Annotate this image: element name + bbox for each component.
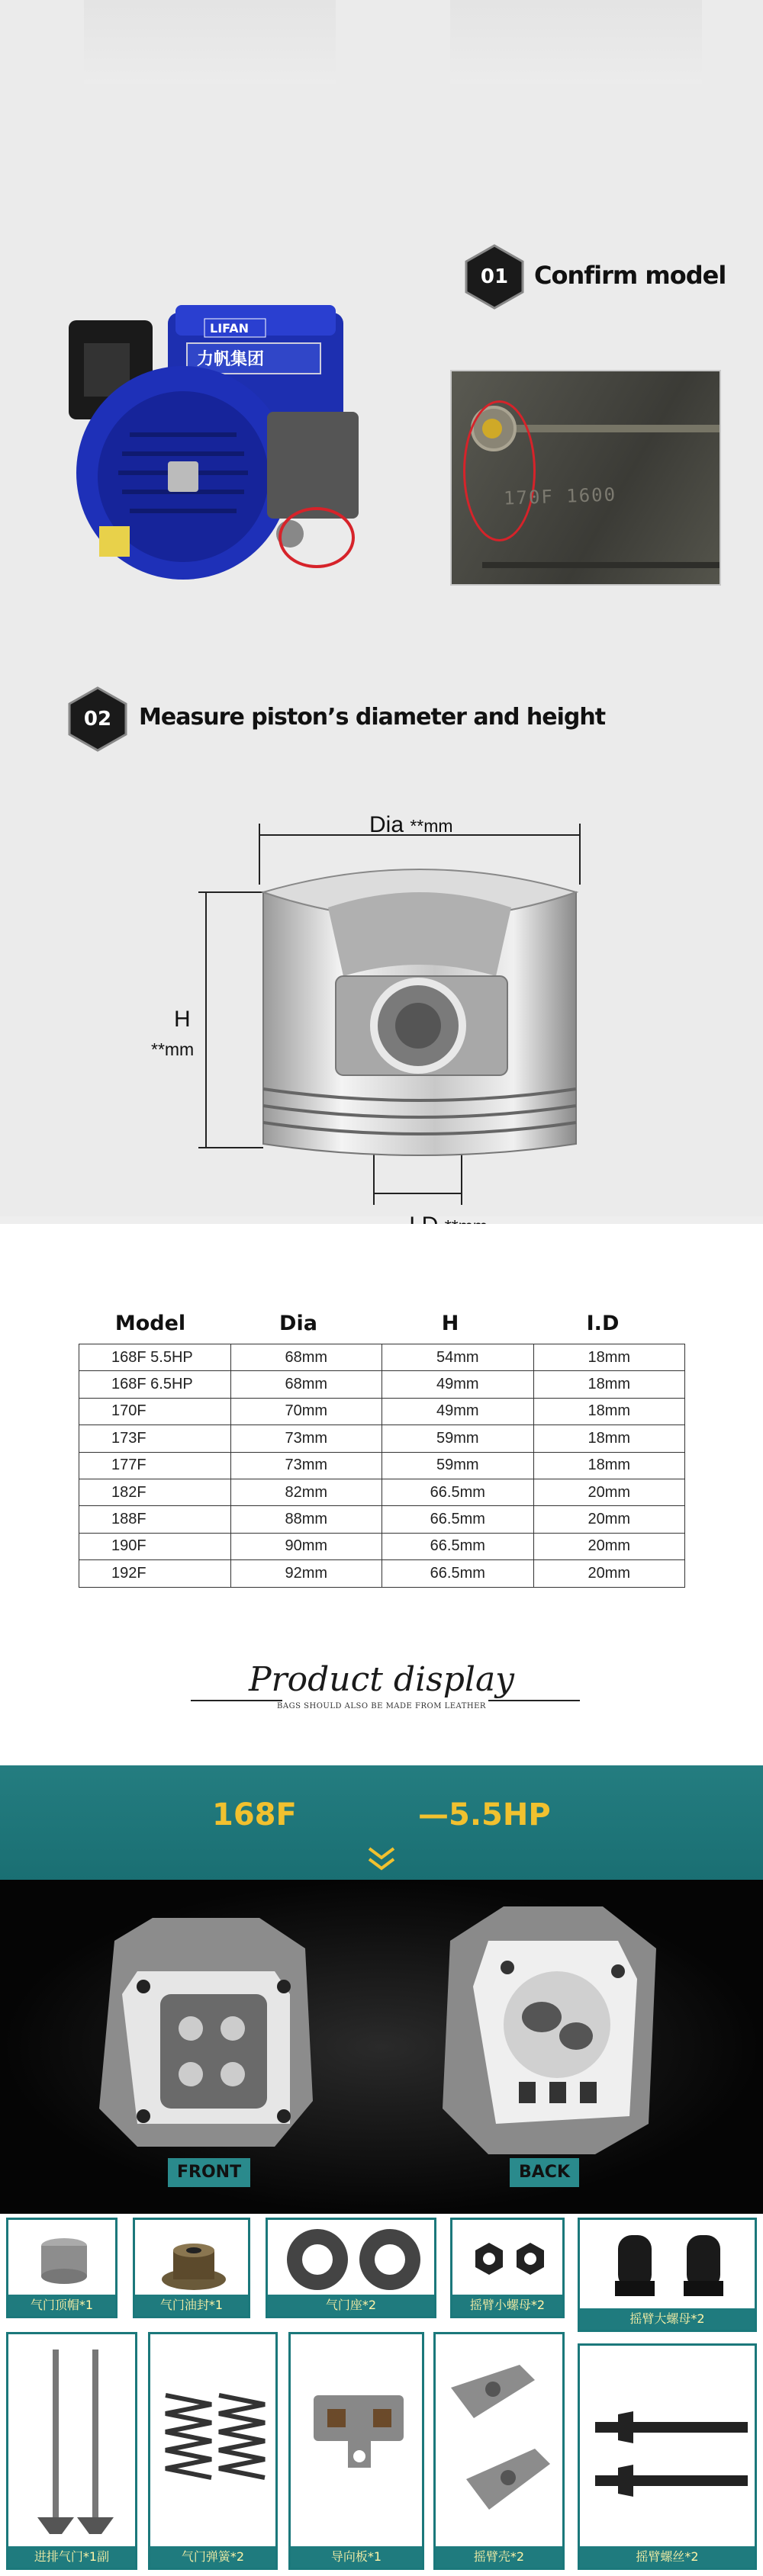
table-row <box>79 1371 685 1398</box>
table-row <box>79 1452 685 1479</box>
table-cell: 59mm <box>382 1452 534 1479</box>
table-cell: 73mm <box>230 1425 382 1452</box>
table-cell: 66.5mm <box>382 1479 534 1505</box>
instructions-section <box>0 0 763 1216</box>
engine-brand-en: LIFAN <box>210 321 250 336</box>
part-valve-seat-image <box>268 2220 436 2299</box>
table-cell: 54mm <box>382 1344 534 1371</box>
table-row <box>79 1506 685 1533</box>
cylinder-head-views <box>0 1880 763 2214</box>
part-rocker-screw-image <box>580 2346 757 2551</box>
table-cell: 70mm <box>230 1398 382 1425</box>
decor-bracket-left <box>84 0 336 84</box>
part-valve-seal-image <box>135 2220 250 2299</box>
model-name: 168F <box>212 1797 297 1832</box>
piston-diagram <box>0 793 763 1220</box>
spec-table <box>79 1344 685 1588</box>
table-cell: 18mm <box>533 1425 684 1452</box>
table-cell: 18mm <box>533 1344 684 1371</box>
table-cell: 88mm <box>230 1506 382 1533</box>
part-card-valve-cap <box>6 2218 118 2318</box>
back-tag: BACK <box>510 2158 579 2187</box>
divider-left <box>191 1700 282 1701</box>
table-row <box>79 1479 685 1505</box>
table-cell: 82mm <box>230 1479 382 1505</box>
decor-bracket-right <box>450 0 702 84</box>
part-card-rocker-arm <box>433 2332 565 2570</box>
model-power: —5.5HP <box>418 1797 551 1832</box>
parts-grid <box>0 2214 763 2576</box>
h-unit: **mm <box>151 1039 195 1059</box>
part-card-valve-seat <box>266 2218 436 2318</box>
part-valves-image <box>8 2334 137 2551</box>
table-cell: 20mm <box>533 1506 684 1533</box>
part-label: 摇臂小螺母*2 <box>452 2295 562 2316</box>
part-card-rocker-screw <box>578 2343 757 2570</box>
table-cell: 18mm <box>533 1452 684 1479</box>
table-row <box>79 1344 685 1371</box>
table-cell: 182F <box>79 1479 231 1505</box>
part-card-valves <box>6 2332 137 2570</box>
col-header-id: I.D <box>586 1312 620 1335</box>
product-display-title: Product display <box>248 1660 515 1699</box>
part-valve-cap-image <box>8 2220 118 2299</box>
engraved-model: 170F 1600 <box>503 483 617 509</box>
front-tag: FRONT <box>168 2158 250 2187</box>
col-header-h: H <box>441 1312 459 1335</box>
table-cell: 177F <box>79 1452 231 1479</box>
part-label: 气门油封*1 <box>135 2295 248 2316</box>
table-cell: 190F <box>79 1533 231 1559</box>
table-row <box>79 1533 685 1559</box>
part-guide-plate-image <box>291 2334 424 2551</box>
table-cell: 192F <box>79 1560 231 1587</box>
part-label: 气门弹簧*2 <box>150 2546 275 2568</box>
table-cell: 20mm <box>533 1560 684 1587</box>
part-label: 摇臂螺丝*2 <box>580 2546 755 2568</box>
h-label: H <box>174 1007 191 1032</box>
part-label: 导向板*1 <box>291 2546 422 2568</box>
divider-right <box>488 1700 580 1701</box>
table-row <box>79 1425 685 1452</box>
table-cell: 68mm <box>230 1371 382 1398</box>
part-card-valve-spring <box>148 2332 278 2570</box>
cylinder-head-back-image <box>427 1895 671 2162</box>
step-badge-01: 01 <box>462 244 527 310</box>
part-large-nut-image <box>580 2220 757 2313</box>
engraving-photo <box>450 370 721 586</box>
step1-title: Confirm model <box>534 261 726 290</box>
table-cell: 68mm <box>230 1344 382 1371</box>
engine-brand-cn: 力帆集团 <box>197 350 265 369</box>
part-label: 摇臂壳*2 <box>436 2546 562 2568</box>
highlight-oval <box>463 400 536 541</box>
table-cell: 59mm <box>382 1425 534 1452</box>
part-card-small-nut <box>450 2218 565 2318</box>
table-cell: 20mm <box>533 1479 684 1505</box>
chevron-down-icon <box>366 1844 397 1873</box>
part-rocker-arm-image <box>436 2334 565 2551</box>
col-header-dia: Dia <box>279 1312 317 1335</box>
table-cell: 168F 5.5HP <box>79 1344 231 1371</box>
part-label: 进排气门*1副 <box>8 2546 135 2568</box>
col-header-model: Model <box>114 1312 186 1335</box>
table-cell: 49mm <box>382 1398 534 1425</box>
table-cell: 188F <box>79 1506 231 1533</box>
part-label: 气门顶帽*1 <box>8 2295 115 2316</box>
part-label: 摇臂大螺母*2 <box>580 2308 755 2330</box>
part-valve-spring-image <box>150 2334 278 2551</box>
table-cell: 92mm <box>230 1560 382 1587</box>
product-display-subtitle: BAGS SHOULD ALSO BE MADE FROM LEATHER <box>277 1702 486 1710</box>
table-cell: 90mm <box>230 1533 382 1559</box>
part-card-guide-plate <box>288 2332 424 2570</box>
product-display-heading <box>0 1640 763 1765</box>
table-cell: 18mm <box>533 1371 684 1398</box>
table-cell: 170F <box>79 1398 231 1425</box>
table-cell: 66.5mm <box>382 1506 534 1533</box>
model-banner <box>0 1765 763 1880</box>
part-card-valve-seal <box>133 2218 250 2318</box>
engine-image <box>53 297 374 602</box>
part-small-nut-image <box>452 2220 565 2299</box>
table-cell: 173F <box>79 1425 231 1452</box>
table-row <box>79 1560 685 1587</box>
cylinder-head-front-image <box>84 1903 328 2162</box>
table-cell: 73mm <box>230 1452 382 1479</box>
table-cell: 20mm <box>533 1533 684 1559</box>
dia-label: Dia **mm <box>369 812 453 837</box>
table-cell: 168F 6.5HP <box>79 1371 231 1398</box>
step-badge-02: 02 <box>65 686 130 752</box>
step2-title: Measure piston’s diameter and height <box>139 704 606 731</box>
table-cell: 66.5mm <box>382 1533 534 1559</box>
table-cell: 66.5mm <box>382 1560 534 1587</box>
table-cell: 49mm <box>382 1371 534 1398</box>
part-label: 气门座*2 <box>268 2295 434 2316</box>
table-cell: 18mm <box>533 1398 684 1425</box>
part-card-large-nut <box>578 2218 757 2332</box>
table-row <box>79 1398 685 1425</box>
